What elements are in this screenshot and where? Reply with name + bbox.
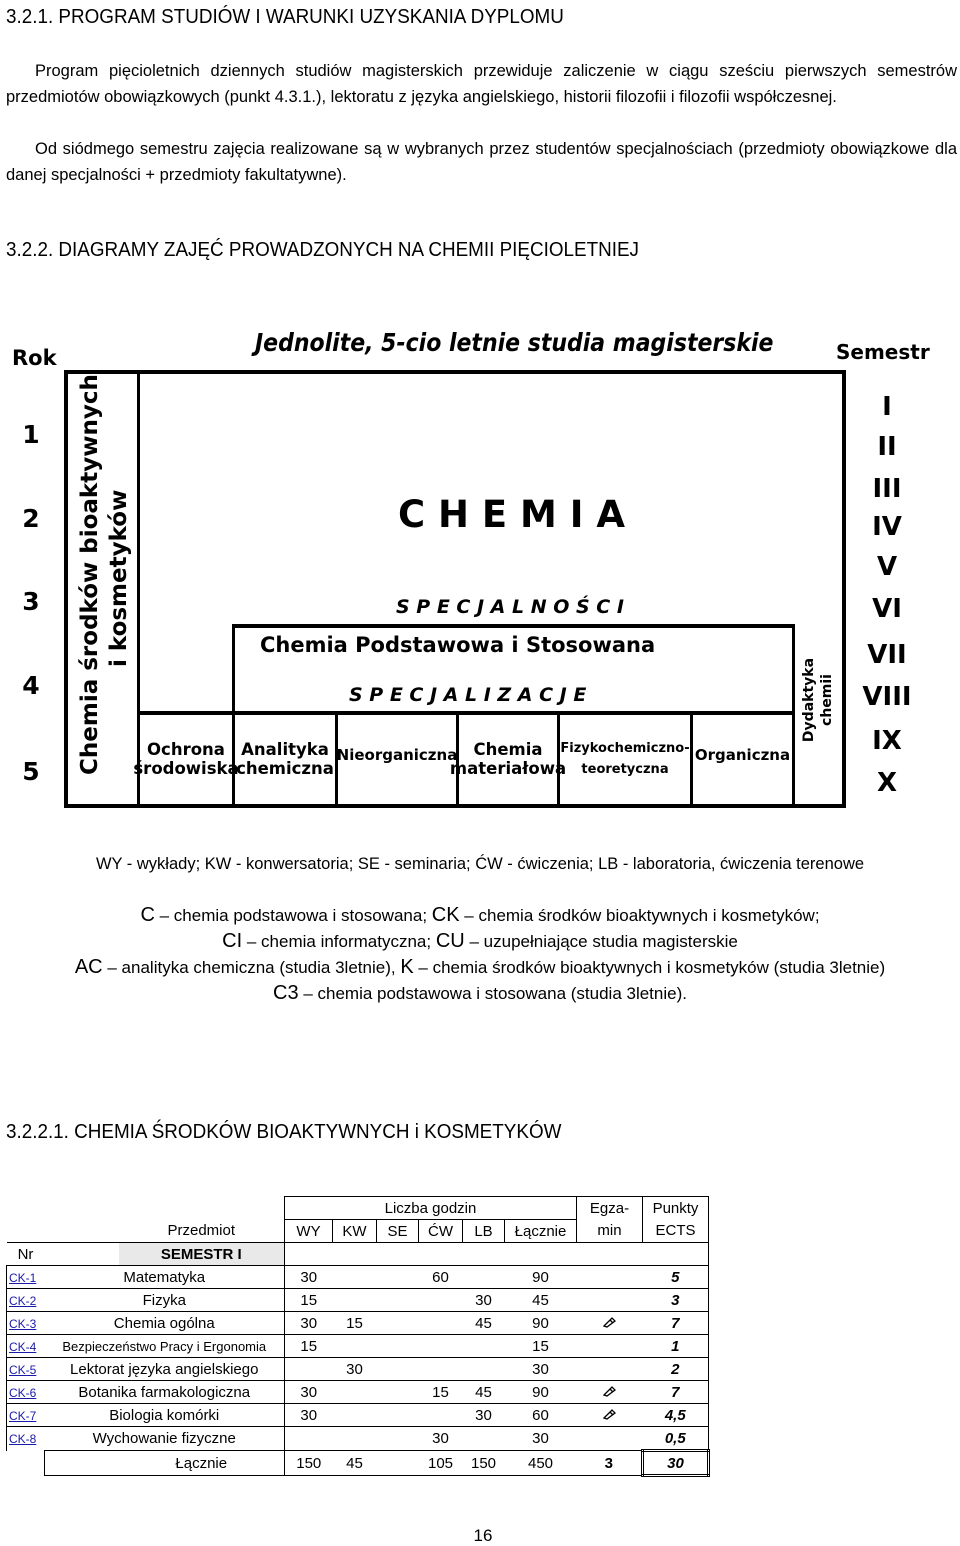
header-egza: Egza- bbox=[577, 1197, 643, 1220]
pencil-icon bbox=[603, 1316, 617, 1328]
cell-se bbox=[377, 1335, 419, 1358]
total-kw: 45 bbox=[333, 1451, 377, 1476]
total-se bbox=[377, 1451, 419, 1476]
cell-lb: 30 bbox=[463, 1289, 505, 1312]
year-3: 3 bbox=[22, 587, 40, 616]
cell-lb: 45 bbox=[463, 1312, 505, 1335]
course-code-link[interactable]: CK-7 bbox=[9, 1408, 37, 1423]
cell-kw: 15 bbox=[333, 1312, 377, 1335]
cell-se bbox=[377, 1312, 419, 1335]
legend-line-3: AC – analityka chemiczna (studia 3letnie), K – chemia środków bioaktywnych i kosmetyków (studia 3letnie) bbox=[74, 956, 886, 978]
legend-line-4: C3 – chemia podstawowa i stosowana (studia 3letnie). bbox=[273, 982, 687, 1004]
total-lacznie: 450 bbox=[505, 1451, 577, 1476]
exam-cell bbox=[577, 1312, 643, 1335]
cell-kw bbox=[333, 1335, 377, 1358]
table-row bbox=[7, 1312, 709, 1335]
header-lacznie: Łącznie bbox=[505, 1220, 577, 1243]
cell-se bbox=[377, 1266, 419, 1289]
ects-cell: 7 bbox=[643, 1312, 709, 1335]
course-code-link[interactable]: CK-8 bbox=[9, 1432, 37, 1447]
cell-wy: 30 bbox=[285, 1266, 333, 1289]
cell-wy: 30 bbox=[285, 1404, 333, 1427]
total-cw: 105 bbox=[419, 1451, 463, 1476]
cell-wy: 15 bbox=[285, 1335, 333, 1358]
cell-kw bbox=[333, 1289, 377, 1312]
course-name: Matematyka bbox=[45, 1266, 285, 1289]
course-code-link[interactable]: CK-1 bbox=[9, 1270, 37, 1285]
semester-VII: VII bbox=[867, 640, 907, 670]
header-ects: ECTS bbox=[643, 1220, 709, 1243]
year-4: 4 bbox=[22, 671, 40, 700]
vertical-label-ck2: i kosmetyków bbox=[106, 489, 132, 667]
specjalizacje-line bbox=[335, 711, 693, 715]
course-name: Biologia komórki bbox=[45, 1404, 285, 1427]
box-top-line-b bbox=[690, 711, 792, 715]
legend-line-2: CI – chemia informatyczna; CU – uzupełniające studia magisterskie bbox=[222, 930, 738, 952]
year-2: 2 bbox=[22, 504, 40, 533]
cell-se bbox=[377, 1358, 419, 1381]
cell-lb bbox=[463, 1358, 505, 1381]
course-name: Fizyka bbox=[45, 1289, 285, 1312]
course-name: Bezpieczeństwo Pracy i Ergonomia bbox=[45, 1335, 285, 1358]
box-ochrona-srodowiska: Ochrona środowiska bbox=[133, 740, 239, 778]
cell-se bbox=[377, 1381, 419, 1404]
ects-cell: 2 bbox=[643, 1358, 709, 1381]
course-name: Botanika farmakologiczna bbox=[45, 1381, 285, 1404]
header-wy: WY bbox=[285, 1220, 333, 1243]
cell-total: 60 bbox=[505, 1404, 577, 1427]
semester-IV: IV bbox=[872, 512, 902, 542]
cell-kw: 30 bbox=[333, 1358, 377, 1381]
header-kw: KW bbox=[333, 1220, 377, 1243]
exam-cell bbox=[577, 1289, 643, 1312]
table-row bbox=[7, 1404, 709, 1427]
table-row bbox=[7, 1266, 709, 1289]
semester-II: II bbox=[877, 432, 897, 462]
chemia-podstawowa-label: Chemia Podstawowa i Stosowana bbox=[260, 633, 656, 657]
exam-cell bbox=[577, 1427, 643, 1451]
semester-V: V bbox=[876, 552, 898, 582]
ects-cell: 5 bbox=[643, 1266, 709, 1289]
rok-label: Rok bbox=[12, 346, 57, 370]
semester-I: I bbox=[882, 392, 892, 422]
year-5: 5 bbox=[22, 757, 40, 786]
ects-cell: 1 bbox=[643, 1335, 709, 1358]
cell-lb bbox=[463, 1266, 505, 1289]
semester-IX: IX bbox=[872, 726, 902, 756]
section-heading-diagrams: 3.2.2. DIAGRAMY ZAJĘĆ PROWADZONYCH NA CHEMII PIĘCIOLETNIEJ bbox=[6, 238, 639, 261]
total-lb: 150 bbox=[463, 1451, 505, 1476]
cell-total: 30 bbox=[505, 1427, 577, 1451]
cell-se bbox=[377, 1289, 419, 1312]
cell-lb bbox=[463, 1427, 505, 1451]
course-code-link[interactable]: CK-5 bbox=[9, 1362, 37, 1377]
semester-table bbox=[6, 1196, 710, 1477]
cell-kw bbox=[333, 1404, 377, 1427]
cell-lb: 45 bbox=[463, 1381, 505, 1404]
chemia-label: C H E M I A bbox=[398, 493, 626, 536]
legend-line-1: C – chemia podstawowa i stosowana; CK – chemia środków bioaktywnych i kosmetyków; bbox=[140, 904, 820, 926]
cell-total: 90 bbox=[505, 1266, 577, 1289]
total-exam: 3 bbox=[577, 1451, 643, 1476]
specjalizacje-label: S P E C J A L I Z A C J E bbox=[349, 684, 587, 706]
cell-cw bbox=[419, 1312, 463, 1335]
box-organiczna: Organiczna bbox=[694, 746, 791, 765]
header-liczba-godzin: Liczba godzin bbox=[285, 1197, 577, 1220]
header-punkty: Punkty bbox=[643, 1197, 709, 1220]
section-heading-ck: 3.2.2.1. CHEMIA ŚRODKÓW BIOAKTYWNYCH i KOSMETYKÓW bbox=[6, 1120, 562, 1143]
cell-kw bbox=[333, 1427, 377, 1451]
course-name: Chemia ogólna bbox=[45, 1312, 285, 1335]
divider-dydaktyka bbox=[792, 624, 795, 806]
box-top-line-a bbox=[137, 711, 337, 715]
vertical-label-ck: Chemia środków bioaktywnych bbox=[77, 374, 103, 775]
cell-total: 30 bbox=[505, 1358, 577, 1381]
cell-kw bbox=[333, 1266, 377, 1289]
table-row bbox=[7, 1289, 709, 1312]
cell-total: 90 bbox=[505, 1381, 577, 1404]
course-code-link[interactable]: CK-3 bbox=[9, 1316, 37, 1331]
cell-se bbox=[377, 1404, 419, 1427]
cell-wy: 30 bbox=[285, 1312, 333, 1335]
pencil-icon bbox=[603, 1408, 617, 1420]
specjalnosci-line bbox=[232, 624, 795, 628]
cell-cw: 15 bbox=[419, 1381, 463, 1404]
course-name: Wychowanie fizyczne bbox=[45, 1427, 285, 1451]
paragraph-specializations: Od siódmego semestru zajęcia realizowane są w wybranych przez studentów specjalnościach (przedmioty obowiązkowe dla danej specjalności + przedmioty fakultatywne). bbox=[6, 140, 957, 184]
exam-cell bbox=[577, 1358, 643, 1381]
box-analityka-chemiczna: Analityka chemiczna bbox=[236, 740, 334, 778]
header-nr: Nr bbox=[7, 1243, 45, 1266]
cell-wy bbox=[285, 1358, 333, 1381]
ects-cell: 7 bbox=[643, 1381, 709, 1404]
specjalnosci-label: S P E C J A L N O Ś C I bbox=[396, 596, 624, 618]
ects-cell: 0,5 bbox=[643, 1427, 709, 1451]
total-ects: 30 bbox=[643, 1451, 709, 1476]
cell-wy: 30 bbox=[285, 1381, 333, 1404]
ects-cell: 4,5 bbox=[643, 1404, 709, 1427]
cell-cw bbox=[419, 1358, 463, 1381]
table-row bbox=[7, 1381, 709, 1404]
cell-total: 90 bbox=[505, 1312, 577, 1335]
semestr-label: Semestr bbox=[836, 340, 930, 364]
box-chemia-materialowa: Chemia materiałowa bbox=[449, 740, 567, 778]
semester-VIII: VIII bbox=[862, 682, 912, 712]
section-heading-program: 3.2.1. PROGRAM STUDIÓW I WARUNKI UZYSKANIA DYPLOMU bbox=[6, 5, 564, 28]
header-lb: LB bbox=[463, 1220, 505, 1243]
cell-total: 45 bbox=[505, 1289, 577, 1312]
ects-cell: 3 bbox=[643, 1289, 709, 1312]
cell-wy bbox=[285, 1427, 333, 1451]
diagram-title: Jednolite, 5-cio letnie studia magisterskie bbox=[255, 328, 774, 357]
cell-cw bbox=[419, 1289, 463, 1312]
cell-lb: 30 bbox=[463, 1404, 505, 1427]
semester-VI: VI bbox=[872, 594, 902, 624]
year-1: 1 bbox=[22, 420, 40, 449]
header-min: min bbox=[577, 1220, 643, 1243]
exam-cell bbox=[577, 1404, 643, 1427]
semester-label: SEMESTR I bbox=[119, 1243, 285, 1266]
cell-total: 15 bbox=[505, 1335, 577, 1358]
cell-kw bbox=[333, 1381, 377, 1404]
total-wy: 150 bbox=[285, 1451, 333, 1476]
cell-cw: 30 bbox=[419, 1427, 463, 1451]
semester-X: X bbox=[876, 768, 898, 798]
box-dydaktyka-chemii: Dydaktyka chemii bbox=[801, 657, 835, 743]
header-cw: ĆW bbox=[419, 1220, 463, 1243]
course-name: Lektorat języka angielskiego bbox=[45, 1358, 285, 1381]
exam-cell bbox=[577, 1381, 643, 1404]
box-fizykochemiczno-teoretyczna: Fizykochemiczno- teoretyczna bbox=[560, 741, 690, 777]
paragraph-program: Program pięcioletnich dziennych studiów magisterskich przewiduje zaliczenie w ciągu sześciu pierwszych semestrów przedmiotów obowiązkowych (punkt 4.3.1.), lektoratu z języka angielskiego, historii filozofii i filozofii współczesnej. bbox=[6, 62, 957, 106]
exam-cell bbox=[577, 1335, 643, 1358]
table-row bbox=[7, 1427, 709, 1451]
semester-III: III bbox=[872, 474, 902, 504]
table-row bbox=[7, 1358, 709, 1381]
course-code-link[interactable]: CK-2 bbox=[9, 1293, 37, 1308]
cell-cw bbox=[419, 1335, 463, 1358]
cell-lb bbox=[463, 1335, 505, 1358]
box-nieorganiczna: Nieorganiczna bbox=[336, 746, 458, 765]
header-se: SE bbox=[377, 1220, 419, 1243]
header-przedmiot: Przedmiot bbox=[167, 1222, 236, 1240]
legend-abbreviations: WY - wykłady; KW - konwersatoria; SE - seminaria; ĆW - ćwiczenia; LB - laboratoria, ćwiczenia terenowe bbox=[95, 855, 865, 873]
exam-cell bbox=[577, 1266, 643, 1289]
page-number: 16 bbox=[473, 1526, 493, 1545]
course-code-link[interactable]: CK-6 bbox=[9, 1385, 37, 1400]
cell-wy: 15 bbox=[285, 1289, 333, 1312]
total-label: Łącznie bbox=[119, 1451, 285, 1476]
course-code-link[interactable]: CK-4 bbox=[9, 1339, 37, 1354]
cell-se bbox=[377, 1427, 419, 1451]
cell-cw: 60 bbox=[419, 1266, 463, 1289]
cell-cw bbox=[419, 1404, 463, 1427]
pencil-icon bbox=[603, 1385, 617, 1397]
table-row bbox=[7, 1335, 709, 1358]
